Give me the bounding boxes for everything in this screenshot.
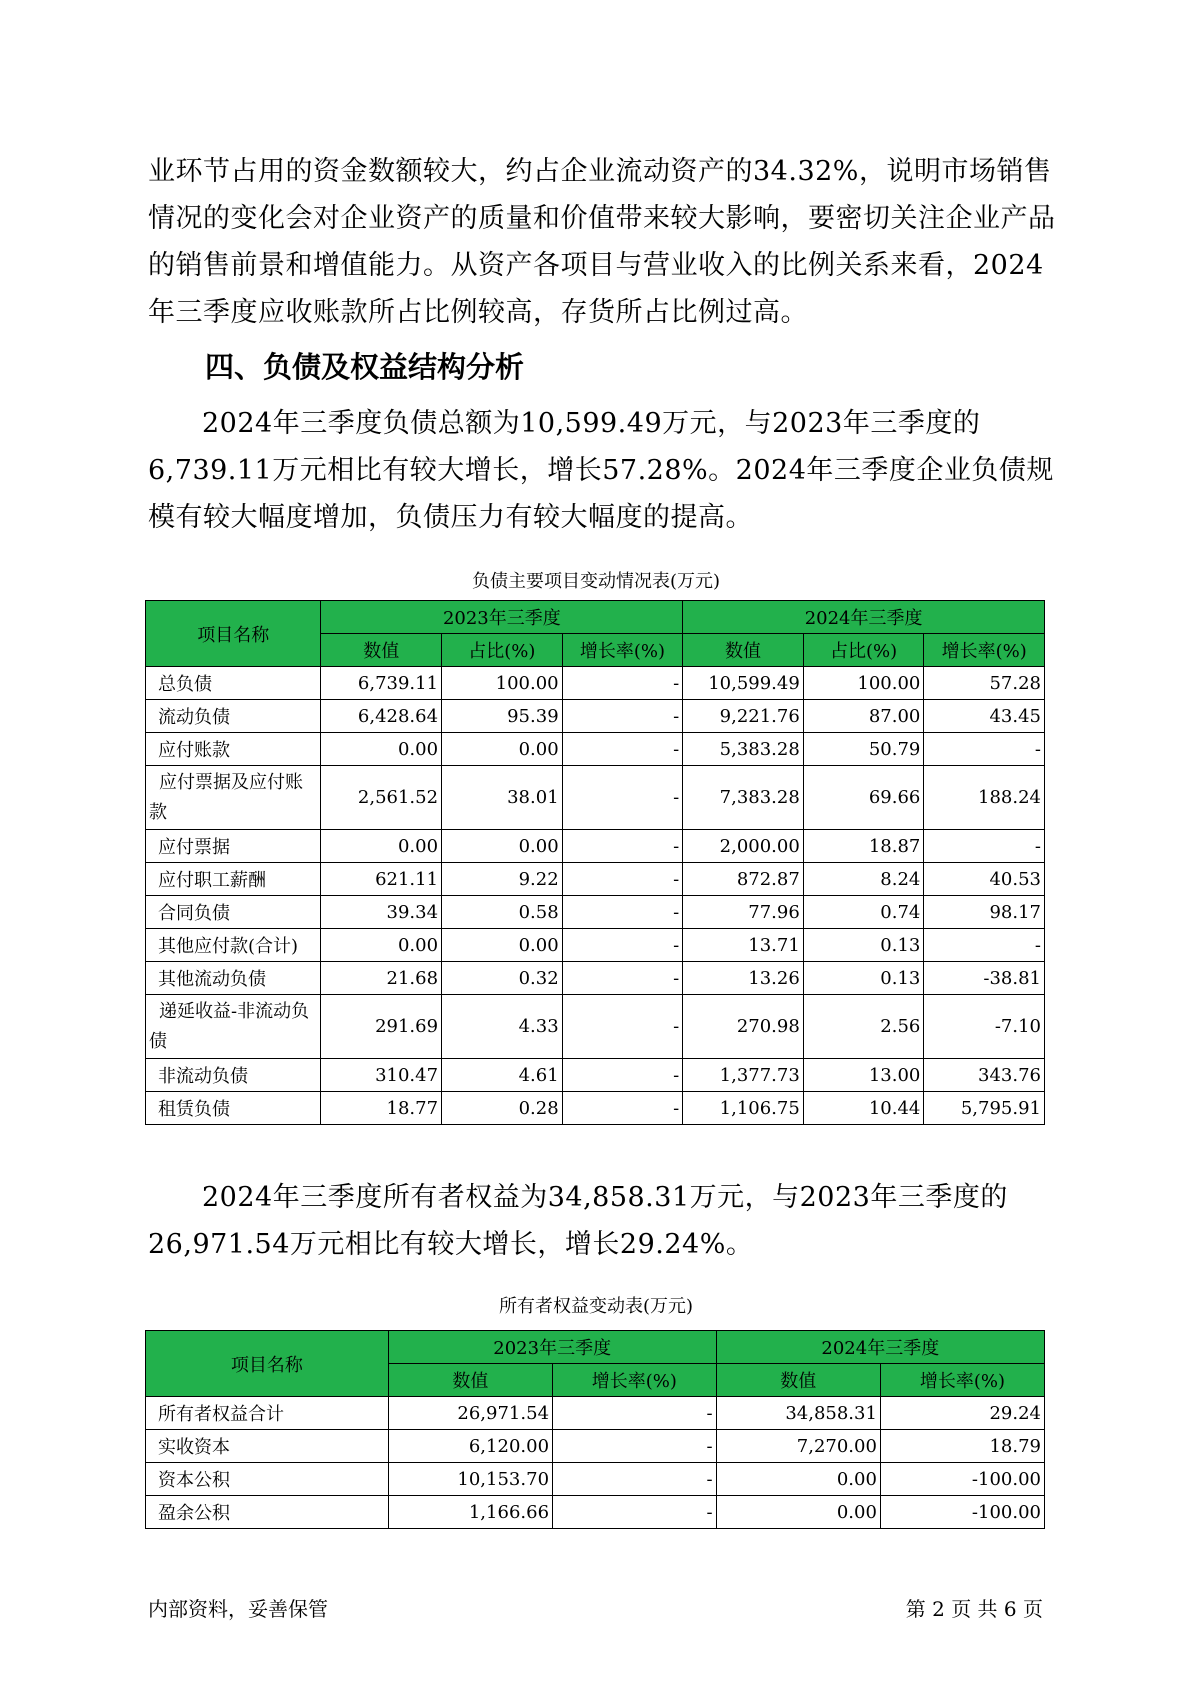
cell-share-2023: 100.00 (442, 667, 563, 700)
header-growth-2023: 增长率(%) (562, 634, 683, 667)
cell-share-2024: 100.00 (803, 667, 924, 700)
table-row (146, 863, 1045, 896)
cell-share-2023: 4.33 (442, 995, 563, 1059)
cell-growth-2023: - (562, 962, 683, 995)
cell-growth-2024: - (924, 830, 1045, 863)
paragraph-liability-summary: 2024年三季度负债总额为10,599.49万元，与2023年三季度的6,739.11万元相比有较大增长，增长57.28%。2024年三季度企业负债规模有较大幅度增加，负债压力有较大幅度的提高。 (148, 408, 1054, 533)
cell-growth-2023: - (553, 1496, 717, 1529)
cell-share-2023: 9.22 (442, 863, 563, 896)
table-row (146, 1430, 1045, 1463)
header-period-2024: 2024年三季度 (683, 601, 1045, 634)
cell-share-2024: 8.24 (803, 863, 924, 896)
cell-growth-2023: - (562, 667, 683, 700)
cell-share-2024: 13.00 (803, 1059, 924, 1092)
cell-growth-2024: - (924, 929, 1045, 962)
footer-confidential-note: 内部资料，妥善保管 (148, 1597, 328, 1621)
cell-value-2023: 39.34 (321, 896, 442, 929)
table-row (146, 929, 1045, 962)
cell-growth-2024: -38.81 (924, 962, 1045, 995)
cell-share-2024: 69.66 (803, 766, 924, 830)
cell-value-2024: 1,377.73 (683, 1059, 804, 1092)
cell-growth-2024: 5,795.91 (924, 1092, 1045, 1125)
cell-growth-2023: - (553, 1430, 717, 1463)
cell-value-2024: 872.87 (683, 863, 804, 896)
cell-value-2023: 0.00 (321, 830, 442, 863)
cell-share-2024: 0.13 (803, 929, 924, 962)
table-row (146, 1397, 1045, 1430)
table-row (146, 1059, 1045, 1092)
cell-value-2023: 6,739.11 (321, 667, 442, 700)
cell-share-2023: 0.00 (442, 733, 563, 766)
cell-growth-2024: 18.79 (880, 1430, 1044, 1463)
cell-growth-2024: 40.53 (924, 863, 1045, 896)
row-name: 应付票据 (146, 830, 321, 863)
cell-share-2024: 18.87 (803, 830, 924, 863)
table-row (146, 1496, 1045, 1529)
cell-value-2024: 34,858.31 (716, 1397, 880, 1430)
section-heading: 四、负债及权益结构分析 (205, 350, 525, 384)
table-row (146, 1463, 1045, 1496)
table-row (146, 667, 1045, 700)
cell-value-2024: 9,221.76 (683, 700, 804, 733)
cell-value-2023: 310.47 (321, 1059, 442, 1092)
cell-growth-2023: - (553, 1463, 717, 1496)
cell-value-2023: 0.00 (321, 929, 442, 962)
cell-share-2024: 87.00 (803, 700, 924, 733)
paragraph-asset-analysis: 业环节占用的资金数额较大，约占企业流动资产的34.32%，说明市场销售情况的变化会对企业资产的质量和价值带来较大影响，要密切关注企业产品的销售前景和增值能力。从资产各项目与营业收入的比例关系来看，2024年三季度应收账款所占比例较高，存货所占比例过高。 (148, 156, 1056, 328)
cell-growth-2024: 98.17 (924, 896, 1045, 929)
row-name: 其他流动负债 (146, 962, 321, 995)
cell-value-2024: 7,383.28 (683, 766, 804, 830)
header-item-name: 项目名称 (146, 1331, 389, 1397)
cell-share-2024: 2.56 (803, 995, 924, 1059)
table-row (146, 830, 1045, 863)
header-share-2023: 占比(%) (442, 634, 563, 667)
cell-growth-2023: - (562, 896, 683, 929)
cell-value-2023: 1,166.66 (388, 1496, 552, 1529)
cell-value-2024: 0.00 (716, 1463, 880, 1496)
cell-share-2024: 0.74 (803, 896, 924, 929)
cell-growth-2023: - (562, 995, 683, 1059)
cell-value-2023: 18.77 (321, 1092, 442, 1125)
cell-share-2023: 4.61 (442, 1059, 563, 1092)
cell-share-2023: 0.00 (442, 830, 563, 863)
cell-growth-2023: - (562, 1059, 683, 1092)
table-caption-liabilities: 负债主要项目变动情况表(万元) (471, 571, 721, 592)
cell-growth-2024: 43.45 (924, 700, 1045, 733)
cell-share-2023: 0.28 (442, 1092, 563, 1125)
table-row (146, 995, 1045, 1059)
row-name: 其他应付款(合计) (146, 929, 321, 962)
cell-value-2023: 6,428.64 (321, 700, 442, 733)
cell-value-2024: 5,383.28 (683, 733, 804, 766)
header-growth-2023: 增长率(%) (553, 1364, 717, 1397)
paragraph-equity-summary: 2024年三季度所有者权益为34,858.31万元，与2023年三季度的26,971.54万元相比有较大增长，增长29.24%。 (148, 1182, 1008, 1260)
cell-value-2024: 10,599.49 (683, 667, 804, 700)
liabilities-table (145, 600, 1045, 1125)
row-name: 所有者权益合计 (146, 1397, 389, 1430)
cell-value-2023: 21.68 (321, 962, 442, 995)
cell-share-2024: 50.79 (803, 733, 924, 766)
cell-value-2023: 0.00 (321, 733, 442, 766)
table-row (146, 700, 1045, 733)
cell-growth-2023: - (562, 733, 683, 766)
cell-growth-2024: -100.00 (880, 1496, 1044, 1529)
header-period-2024: 2024年三季度 (716, 1331, 1044, 1364)
cell-share-2024: 10.44 (803, 1092, 924, 1125)
cell-growth-2024: 343.76 (924, 1059, 1045, 1092)
equity-table (145, 1330, 1045, 1529)
cell-value-2024: 2,000.00 (683, 830, 804, 863)
cell-value-2023: 10,153.70 (388, 1463, 552, 1496)
cell-value-2024: 77.96 (683, 896, 804, 929)
header-value-2023: 数值 (388, 1364, 552, 1397)
header-period-2023: 2023年三季度 (388, 1331, 716, 1364)
header-item-name: 项目名称 (146, 601, 321, 667)
cell-growth-2024: - (924, 733, 1045, 766)
row-name: 资本公积 (146, 1463, 389, 1496)
table-row (146, 896, 1045, 929)
cell-value-2023: 26,971.54 (388, 1397, 552, 1430)
cell-growth-2023: - (562, 766, 683, 830)
cell-share-2023: 38.01 (442, 766, 563, 830)
cell-share-2023: 95.39 (442, 700, 563, 733)
cell-growth-2024: -100.00 (880, 1463, 1044, 1496)
cell-growth-2023: - (562, 929, 683, 962)
row-name: 租赁负债 (146, 1092, 321, 1125)
cell-share-2023: 0.00 (442, 929, 563, 962)
cell-growth-2023: - (562, 1092, 683, 1125)
cell-value-2024: 0.00 (716, 1496, 880, 1529)
table-row (146, 766, 1045, 830)
cell-share-2023: 0.58 (442, 896, 563, 929)
header-value-2024: 数值 (716, 1364, 880, 1397)
row-name: 总负债 (146, 667, 321, 700)
cell-share-2024: 0.13 (803, 962, 924, 995)
cell-growth-2024: -7.10 (924, 995, 1045, 1059)
cell-growth-2024: 188.24 (924, 766, 1045, 830)
header-share-2024: 占比(%) (803, 634, 924, 667)
cell-value-2023: 621.11 (321, 863, 442, 896)
cell-growth-2023: - (562, 700, 683, 733)
header-growth-2024: 增长率(%) (924, 634, 1045, 667)
row-name: 应付票据及应付账款 (146, 766, 321, 830)
cell-value-2024: 270.98 (683, 995, 804, 1059)
cell-value-2023: 6,120.00 (388, 1430, 552, 1463)
cell-growth-2024: 29.24 (880, 1397, 1044, 1430)
row-name: 合同负债 (146, 896, 321, 929)
footer-page-number: 第 2 页 共 6 页 (905, 1597, 1043, 1621)
table-row (146, 733, 1045, 766)
cell-value-2024: 13.71 (683, 929, 804, 962)
cell-growth-2023: - (553, 1397, 717, 1430)
header-value-2023: 数值 (321, 634, 442, 667)
cell-value-2024: 1,106.75 (683, 1092, 804, 1125)
header-growth-2024: 增长率(%) (880, 1364, 1044, 1397)
row-name: 应付职工薪酬 (146, 863, 321, 896)
row-name: 应付账款 (146, 733, 321, 766)
table-row (146, 1092, 1045, 1125)
row-name: 流动负债 (146, 700, 321, 733)
row-name: 递延收益-非流动负债 (146, 995, 321, 1059)
table-row (146, 962, 1045, 995)
cell-share-2023: 0.32 (442, 962, 563, 995)
cell-value-2024: 7,270.00 (716, 1430, 880, 1463)
cell-growth-2024: 57.28 (924, 667, 1045, 700)
cell-value-2024: 13.26 (683, 962, 804, 995)
header-period-2023: 2023年三季度 (321, 601, 683, 634)
row-name: 非流动负债 (146, 1059, 321, 1092)
cell-growth-2023: - (562, 830, 683, 863)
cell-value-2023: 291.69 (321, 995, 442, 1059)
cell-value-2023: 2,561.52 (321, 766, 442, 830)
row-name: 实收资本 (146, 1430, 389, 1463)
table-caption-equity: 所有者权益变动表(万元) (498, 1296, 694, 1317)
header-value-2024: 数值 (683, 634, 804, 667)
row-name: 盈余公积 (146, 1496, 389, 1529)
cell-growth-2023: - (562, 863, 683, 896)
